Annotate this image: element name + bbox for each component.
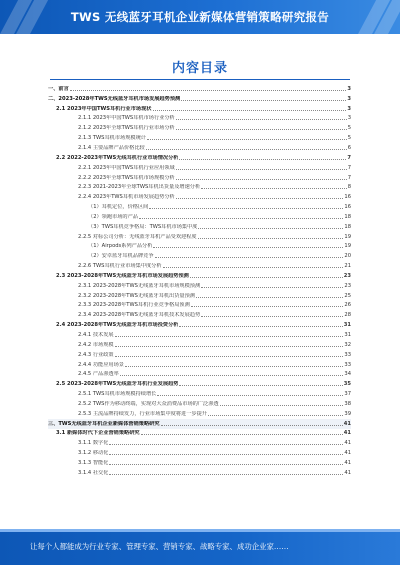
toc-leader-dots bbox=[115, 346, 344, 347]
toc-entry[interactable] bbox=[48, 261, 351, 271]
toc-entry-page: 6 bbox=[347, 144, 351, 151]
toc-entry[interactable] bbox=[48, 350, 351, 360]
toc-entry-label: 3.1.3 智能化 bbox=[78, 459, 109, 466]
toc-entry-label: （2）领跑市场的产品 bbox=[88, 213, 138, 220]
toc-entry[interactable] bbox=[48, 419, 351, 429]
toc-entry-label: 二、2023-2028年TWS无线蓝牙耳机市场发展趋势预测 bbox=[48, 95, 181, 102]
toc-entry-page: 31 bbox=[343, 322, 351, 329]
toc-entry-page: 19 bbox=[344, 243, 351, 250]
toc-entry-label: 2.1.3 TWS耳机市场规模统计 bbox=[78, 135, 146, 142]
toc-leader-dots bbox=[176, 129, 347, 130]
toc-leader-dots bbox=[146, 149, 347, 150]
toc-entry-label: 2.5.2 TWS作为移动终端，实现对大众消费品市场的广泛渗透 bbox=[78, 400, 219, 407]
toc-entry-page: 41 bbox=[344, 469, 351, 476]
toc-leader-dots bbox=[198, 228, 343, 229]
toc-entry-label: 3.1.2 移动化 bbox=[78, 450, 109, 457]
toc-leader-dots bbox=[190, 277, 343, 278]
toc-leader-dots bbox=[201, 188, 347, 189]
toc-entry-page: 23 bbox=[344, 282, 351, 289]
toc-entry-label: 2.2.3 2021-2023年全球TWS耳机出货量及增速分析 bbox=[78, 184, 201, 191]
toc-leader-dots bbox=[176, 119, 347, 120]
toc-entry[interactable] bbox=[48, 458, 351, 468]
toc-entry-label: 2.2 2022-2023年TWS无线耳机行业市场情况分析 bbox=[56, 154, 179, 161]
toc-entry-page: 8 bbox=[347, 184, 351, 191]
toc-entry[interactable] bbox=[48, 438, 351, 448]
toc-entry-page: 25 bbox=[344, 292, 351, 299]
toc-leader-dots bbox=[179, 326, 342, 327]
toc-entry-label: 2.3.1 2023-2028年TWS无线蓝牙耳机市场规模预测 bbox=[78, 282, 201, 289]
toc-leader-dots bbox=[161, 425, 343, 426]
toc-entry[interactable] bbox=[48, 281, 351, 291]
toc-entry-label: 三、TWS无线蓝牙耳机企业新媒体营销策略研究 bbox=[48, 420, 160, 427]
toc-leader-dots bbox=[70, 90, 347, 91]
toc-entry[interactable] bbox=[48, 242, 351, 252]
toc-entry[interactable] bbox=[48, 301, 351, 311]
toc-entry-page: 18 bbox=[344, 223, 351, 230]
toc-leader-dots bbox=[109, 464, 343, 465]
toc-entry-label: 2.5.3 主流品牌持续发力，行业市场集中度将进一步提升 bbox=[78, 410, 207, 417]
toc-entry-label: 2.4 2023-2028年TWS无线蓝牙耳机市场投资分析 bbox=[56, 322, 179, 329]
toc-entry-label: 2.1.1 2023年中国TWS耳机市场行业分析 bbox=[78, 115, 175, 122]
toc-entry-label: 2.3.4 2023-2028年TWS无线蓝牙耳机技术发展趋势 bbox=[78, 312, 201, 319]
toc-entry-label: 2.4.1 技术发展 bbox=[78, 332, 114, 339]
toc-leader-dots bbox=[147, 139, 347, 140]
toc-entry-label: 3.1.1 数字化 bbox=[78, 440, 109, 447]
toc-entry-label: 2.1.2 2023年全球TWS耳机行业市场分析 bbox=[78, 125, 175, 132]
footer-accent-bar bbox=[0, 529, 400, 532]
toc-leader-dots bbox=[115, 336, 344, 337]
toc-leader-dots bbox=[149, 208, 343, 209]
toc-leader-dots bbox=[141, 434, 343, 435]
toc-entry[interactable] bbox=[48, 429, 351, 439]
toc-entry[interactable] bbox=[48, 104, 351, 114]
toc-entry[interactable] bbox=[48, 222, 351, 232]
toc-leader-dots bbox=[201, 287, 343, 288]
toc-entry[interactable] bbox=[48, 291, 351, 301]
toc-entry-label: （1）Airpods系列产品分析 bbox=[88, 243, 153, 250]
toc-entry-page: 31 bbox=[344, 332, 351, 339]
footer-slogan: 让每个人都能成为行业专家、管理专家、营销专家、战略专家、成功企业家…… bbox=[30, 542, 289, 551]
toc-heading: 内容目录 bbox=[171, 61, 228, 76]
toc-entry[interactable] bbox=[48, 94, 351, 104]
toc-entry-label: 2.1 2023年中国TWS耳机行业市场现状 bbox=[56, 105, 152, 112]
toc-entry-page: 35 bbox=[343, 381, 351, 388]
toc-entry-page: 3 bbox=[347, 85, 351, 92]
toc-entry-page: 16 bbox=[344, 204, 351, 211]
toc-entry-page: 19 bbox=[344, 233, 351, 240]
toc-entry-page: 7 bbox=[347, 174, 351, 181]
toc-entry[interactable] bbox=[48, 212, 351, 222]
toc-entry-label: 2.2.2 2023年全球TWS耳机市场规模分析 bbox=[78, 174, 175, 181]
toc-entry-page: 26 bbox=[344, 302, 351, 309]
toc-leader-dots bbox=[196, 297, 343, 298]
toc-leader-dots bbox=[208, 415, 343, 416]
toc-entry[interactable] bbox=[48, 153, 351, 163]
toc-entry-label: 2.5 2023-2028年TWS无线蓝牙耳机行业发展趋势 bbox=[56, 381, 179, 388]
toc-entry-label: 3.1 新媒体时代下企业营销策略研究 bbox=[56, 430, 140, 437]
toc-leader-dots bbox=[120, 375, 344, 376]
toc-entry[interactable] bbox=[48, 340, 351, 350]
toc-entry[interactable] bbox=[48, 379, 351, 389]
toc-entry[interactable] bbox=[48, 182, 351, 192]
toc-entry-label: 2.3 2023-2028年TWS无线蓝牙耳机市场发展趋势预测 bbox=[56, 272, 189, 279]
toc-leader-dots bbox=[176, 198, 344, 199]
toc-entry[interactable] bbox=[48, 123, 351, 133]
toc-entry-label: 2.2.4 2023年TWS耳机市场发展趋势分析 bbox=[78, 194, 175, 201]
toc-entry-page: 39 bbox=[344, 410, 351, 417]
toc-entry-label: 2.2.1 2023年中国TWS耳机行业应用领域 bbox=[78, 164, 175, 171]
toc-entry-page: 34 bbox=[344, 371, 351, 378]
toc-entry-page: 16 bbox=[344, 194, 351, 201]
toc-entry-label: 2.4.4 功能应用场景 bbox=[78, 361, 124, 368]
toc-leader-dots bbox=[220, 405, 344, 406]
toc-leader-dots bbox=[163, 267, 344, 268]
toc-entry[interactable] bbox=[48, 448, 351, 458]
toc-entry-page: 20 bbox=[344, 253, 351, 260]
toc-entry[interactable] bbox=[48, 251, 351, 261]
toc-entry-label: 2.3.2 2023-2028年TWS无线蓝牙耳机出货量预测 bbox=[78, 292, 195, 299]
toc-leader-dots bbox=[198, 238, 344, 239]
table-of-contents bbox=[48, 84, 351, 478]
toc-entry-label: 2.4.3 行业政策 bbox=[78, 351, 114, 358]
toc-entry-page: 41 bbox=[344, 440, 351, 447]
toc-leader-dots bbox=[153, 110, 347, 111]
toc-entry[interactable] bbox=[48, 143, 351, 153]
toc-entry-label: （1）耳机定位，价格区间 bbox=[88, 204, 149, 211]
toc-entry-label: 2.4.5 产品渗透率 bbox=[78, 371, 119, 378]
toc-entry-page: 3 bbox=[347, 115, 351, 122]
toc-entry-page: 23 bbox=[343, 272, 351, 279]
toc-entry-label: 2.2.6 TWS耳机行业市场集中度分析 bbox=[78, 263, 162, 270]
toc-entry[interactable] bbox=[48, 360, 351, 370]
toc-entry[interactable] bbox=[48, 409, 351, 419]
report-header bbox=[0, 0, 400, 34]
toc-entry-page: 5 bbox=[347, 135, 351, 142]
toc-entry-page: 3 bbox=[347, 105, 351, 112]
toc-leader-dots bbox=[181, 100, 346, 101]
toc-entry[interactable] bbox=[48, 114, 351, 124]
toc-entry[interactable] bbox=[48, 389, 351, 399]
toc-entry-page: 41 bbox=[343, 420, 351, 427]
toc-entry-page: 33 bbox=[344, 351, 351, 358]
toc-leader-dots bbox=[157, 395, 343, 396]
toc-entry-label: 2.3.3 2023-2028年TWS耳机行业竞争格局预测 bbox=[78, 302, 190, 309]
toc-entry-page: 3 bbox=[347, 95, 351, 102]
toc-entry[interactable] bbox=[48, 399, 351, 409]
toc-entry[interactable] bbox=[48, 163, 351, 173]
toc-leader-dots bbox=[115, 356, 344, 357]
toc-entry-page: 7 bbox=[347, 154, 351, 161]
toc-entry-page: 32 bbox=[344, 341, 351, 348]
toc-entry[interactable] bbox=[48, 330, 351, 340]
toc-entry-label: 2.5.1 TWS耳机市场规模持续增长 bbox=[78, 391, 157, 398]
toc-entry-label: 3.1.4 社交化 bbox=[78, 469, 109, 476]
toc-entry-label: （2）安卓蓝牙耳机品牌竞争 bbox=[88, 253, 154, 260]
footer-banner bbox=[0, 529, 400, 565]
toc-entry-page: 7 bbox=[347, 164, 351, 171]
toc-entry[interactable] bbox=[48, 84, 351, 94]
toc-leader-dots bbox=[179, 159, 346, 160]
toc-entry-page: 41 bbox=[344, 459, 351, 466]
toc-entry[interactable] bbox=[48, 310, 351, 320]
toc-heading-rule bbox=[50, 79, 350, 80]
toc-leader-dots bbox=[191, 306, 344, 307]
toc-entry-page: 41 bbox=[343, 430, 351, 437]
toc-leader-dots bbox=[201, 316, 343, 317]
toc-entry[interactable] bbox=[48, 271, 351, 281]
toc-entry-page: 37 bbox=[344, 391, 351, 398]
toc-entry-label: 2.4.2 市场规模 bbox=[78, 341, 114, 348]
toc-leader-dots bbox=[179, 385, 342, 386]
toc-leader-dots bbox=[153, 247, 343, 248]
toc-entry-page: 18 bbox=[344, 213, 351, 220]
toc-entry[interactable] bbox=[48, 133, 351, 143]
toc-entry-page: 33 bbox=[344, 361, 351, 368]
toc-entry[interactable] bbox=[48, 369, 351, 379]
toc-leader-dots bbox=[155, 257, 344, 258]
toc-leader-dots bbox=[109, 444, 343, 445]
toc-entry-label: 2.1.4 主要品牌产品价格比较 bbox=[78, 144, 145, 151]
toc-leader-dots bbox=[109, 474, 343, 475]
toc-entry-page: 21 bbox=[344, 263, 351, 270]
toc-leader-dots bbox=[109, 454, 343, 455]
toc-entry-page: 38 bbox=[344, 400, 351, 407]
toc-leader-dots bbox=[125, 366, 343, 367]
report-title: TWS 无线蓝牙耳机企业新媒体营销策略研究报告 bbox=[70, 10, 330, 24]
toc-entry-label: 2.2.5 对标公司分析：无线蓝牙耳机产品受欢迎程度 bbox=[78, 233, 197, 240]
toc-leader-dots bbox=[176, 169, 347, 170]
toc-entry-page: 41 bbox=[344, 450, 351, 457]
toc-entry[interactable] bbox=[48, 202, 351, 212]
toc-entry-page: 28 bbox=[344, 312, 351, 319]
toc-entry[interactable] bbox=[48, 232, 351, 242]
toc-entry[interactable] bbox=[48, 468, 351, 478]
toc-entry[interactable] bbox=[48, 320, 351, 330]
toc-entry[interactable] bbox=[48, 173, 351, 183]
toc-entry-label: 一、前言 bbox=[48, 85, 69, 92]
toc-entry-label: （3）TWS耳机竞争格局：TWS耳机市场集中度 bbox=[88, 223, 198, 230]
toc-leader-dots bbox=[139, 218, 343, 219]
toc-entry-page: 5 bbox=[347, 125, 351, 132]
toc-leader-dots bbox=[176, 179, 347, 180]
toc-entry[interactable] bbox=[48, 192, 351, 202]
